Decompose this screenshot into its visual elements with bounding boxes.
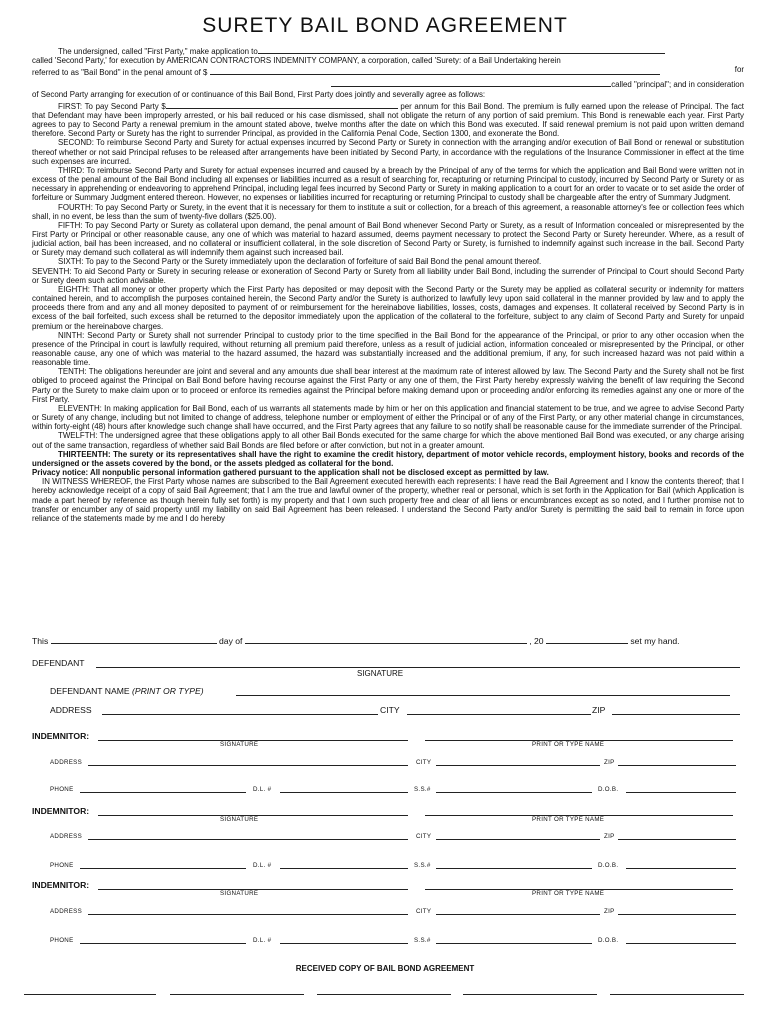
indemnitor-3-phone-label: PHONE [50, 937, 74, 944]
intro-line-1 [32, 44, 744, 56]
indemnitor-3-address-label: ADDRESS [50, 908, 83, 915]
indemnitor-2-address-label: ADDRESS [50, 833, 83, 840]
indemnitor-1-address-label: ADDRESS [50, 759, 83, 766]
year-field[interactable] [546, 634, 628, 644]
second-party-field[interactable] [258, 44, 665, 54]
clause-eighth: EIGHTH: That all money or other property which the First Party has deposited or may deposit with the Second Party or the Surety may be applied as collateral security or indemnity for matters contained herein, and to accomplish the purposes contained herein, the Second Party and/or the Surety is authorized to lawfully levy upon said collateral in the manner provided by law and to apply the proceeds there from and any and all money deposited to payment of or reimbursement for the hereinabove liabilities, losses, costs, damages and expenses. It collateral received by Second Party is in excess of the bail forfeited, such excess shall be returned to the depositor immediately upon the application of the collateral to the forfeiture, subject to any claim of Second Party and Surety for unpaid premium or the hereinabove charges. [32, 284, 744, 331]
defendant-name-row [50, 686, 204, 696]
defendant-signature-field[interactable] [96, 667, 740, 668]
clause-sixth: SIXTH: To pay to the Second Party or the Surety immediately upon the declaration of forfeiture of said Bail Bond the penal amount thereof. [58, 257, 542, 267]
indemnitor-1-dob-label: D.O.B. [598, 786, 619, 793]
defendant-name-label: DEFENDANT NAME [50, 686, 130, 696]
indemnitor-2-address-field[interactable] [88, 839, 408, 840]
indemnitor-3-dl-label: D.L. # [253, 937, 272, 944]
defendant-label: DEFENDANT [32, 658, 85, 668]
clause-fifth: FIFTH: To pay Second Party or Surety as collateral upon demand, the penal amount of Bail Bond whenever Second Party or Surety, as a result of Information concealed or misrepresented by the First Party or Principal or other reasonable cause, any one of which was material to hazard assumed, deems payment necessary to protect the Second Party or Surety hereunder. Where, as a result of judicial action, bail has been increased, and no collateral or insufficient collateral, in the sole discretion of Second Party or Surety, is furnished to indemnify against such increase in the bail. Second Party or Surety may demand such collateral as will indemnify them against such increased bail. [32, 220, 744, 258]
defendant-name-hint: (PRINT OR TYPE) [131, 686, 204, 696]
first-text: per annum for this Bail Bond. The premium is fully earned upon the release of Principal. The fact that Defendant may have been improperly arrested, or his bail reduced or his case dismissed, shall not obligate the return of any portion of said premium. This Bond is renewable each year. First Party agrees to pay to Second Party a renewal premium in the amount stated above, twelve months after the date on which this Bond was executed. If said renewal premium is not paid upon written demand therefore. Second Party or Surety has the right to surrender Principal, as provided in the California Penal Code, Section 1300, and exonerate the Bond. [32, 101, 744, 139]
clause-third: THIRD: To reimburse Second Party and Surety for actual expenses incurred and caused by a breach by the Principal of any of the terms for which the application and Bail Bond were written not in excess of the penal amount of the Bail Bond including all expenses or liabilities incurred as a result of searching for, recapturing or returning Principal to custody, incurred by Second Party or Surety or as necessary in apprehending or endeavoring to apprehend Principal, including legal fees incurred by Second Party or Surety in making application to a court for an order to vacate or to set aside the order of forfeiture or Summary Judgment entered thereon. However, no expenses or liabilities incurred for recapturing or returning Principal to custody shall be chargeable after the entry of Summary Judgment. [32, 165, 744, 203]
indemnitor-1-city-label: CITY [416, 759, 432, 766]
defendant-city-field[interactable] [407, 714, 591, 715]
indemnitor-1-phone-field[interactable] [80, 792, 246, 793]
this-label: This [32, 636, 49, 646]
defendant-zip-label: ZIP [592, 705, 606, 715]
defendant-name-field[interactable] [236, 695, 730, 696]
clause-seventh: SEVENTH: To aid Second Party or Surety in securing release or exoneration of Second Party or Surety from all liability under Bail Bond, including the surrender of Principal to Court should Second Party or Surety deem such action advisable. [32, 266, 744, 285]
indemnitor-3-ss-field[interactable] [436, 943, 592, 944]
clause-thirteenth: THIRTEENTH: The surety or its representatives shall have the right to examine the credit history, department of motor vehicle records, employment history, books and records of the undersigned or the assets covered by the bond, or the assets pledged as collateral for the bond. [32, 449, 744, 468]
clause-first [32, 99, 744, 139]
indemnitor-1-dob-field[interactable] [626, 792, 736, 793]
clause-second: SECOND: To reimburse Second Party and Surety for actual expenses incurred by Second Party or Surety in connection with the arranging and/or execution of Bail Bond or renewal or substitution thereof whether or not said Principal refuses to be released after arrangements have been initiated by Second Party, in accordance with the regulations of the Insurance Commissioner in effect at the time such expenses are incurred. [32, 138, 744, 166]
indemnitor-1-ss-field[interactable] [436, 792, 592, 793]
indemnitor-1-zip-field[interactable] [618, 765, 736, 766]
date-line [32, 634, 680, 646]
intro-text: The undersigned, called "First Party," make application to [58, 47, 258, 56]
indemnitor-1-dl-label: D.L. # [253, 786, 272, 793]
defendant-address-label: ADDRESS [50, 705, 92, 715]
day-of-label: day of [219, 636, 243, 646]
indemnitor-2-dl-label: D.L. # [253, 862, 272, 869]
indemnitor-2-dob-field[interactable] [626, 868, 736, 869]
indemnitor-2-label: INDEMNITOR: [32, 806, 90, 816]
receipt-signature-field-5[interactable] [610, 994, 744, 995]
principal-label: called "principal"; and in consideration [611, 80, 744, 90]
clause-tenth: TENTH: The obligations hereunder are joint and several and any amounts due shall bear interest at the maximum rate of interest allowed by law. The Second Party and the Surety shall not be first obliged to proceed against the Principal on Bail Bond before having recourse against the First Party or any one of them, the First Party hereby expressly waiving the benefit of law requiring the Second Party or the Surety to make claim upon or to proceed or enforce its remedies against the Principal before making demand upon or proceeding and/or enforcing its remedies against any one or more of the First Party. [32, 367, 744, 404]
indemnitor-3-city-label: CITY [416, 908, 432, 915]
receipt-signature-field-3[interactable] [317, 994, 451, 995]
intro-line-3 [32, 65, 744, 77]
defendant-address-field[interactable] [102, 714, 378, 715]
first-label: FIRST: To pay Second Party $ [58, 101, 166, 111]
defendant-city-label: CITY [380, 705, 400, 715]
indemnitor-2-city-label: CITY [416, 833, 432, 840]
month-field[interactable] [245, 634, 527, 644]
agreement-body [32, 44, 744, 523]
indemnitor-1-dl-field[interactable] [280, 792, 408, 793]
intro-line-5: of Second Party arranging for execution of or continuance of this Bail Bond, First Party does jointly and severally agree as follows: [32, 89, 486, 99]
received-copy-heading: RECEIVED COPY OF BAIL BOND AGREEMENT [295, 964, 475, 973]
indemnitor-1-ss-label: S.S.# [414, 786, 431, 793]
indemnitor-2-zip-label: ZIP [604, 833, 615, 840]
intro-line-4 [32, 77, 744, 89]
receipt-signature-field-1[interactable] [24, 994, 156, 995]
indemnitor-3-phone-field[interactable] [80, 943, 246, 944]
indemnitor-2-ss-label: S.S.# [414, 862, 431, 869]
indemnitor-3-ss-label: S.S.# [414, 937, 431, 944]
clause-ninth: NINTH: Second Party or Surety shall not surrender Principal to custody prior to the time specified in the Bail Bond for the appearance of the Principal, or prior to any other occasion when the presence of the Principal in court is lawfully required, without returning all premium paid therefore, unless as a result of judicial action, information concealed or misrepresented by the Principal, or other reasonable cause, any one of which was material to the hazard assumed, the hazard was substantially increased and the additional premium, if any, for such increased hazard was not paid within a reasonable time. [32, 330, 744, 368]
indemnitor-3-label: INDEMNITOR: [32, 880, 90, 890]
year-prefix-label: , 20 [529, 636, 544, 646]
indemnitor-3-city-field[interactable] [436, 914, 600, 915]
intro-line-2: called 'Second Party,' for execution by AMERICAN CONTRACTORS INDEMNITY COMPANY, a corporation, called 'Surety: of a Bail Undertaking herein [32, 56, 561, 66]
set-hand-label: set my hand. [630, 636, 680, 646]
indemnitor-1-zip-label: ZIP [604, 759, 615, 766]
indemnitor-2-signature-caption: SIGNATURE [220, 816, 259, 823]
indemnitor-1-city-field[interactable] [436, 765, 600, 766]
indemnitor-2-dl-field[interactable] [280, 868, 408, 869]
privacy-notice: Privacy notice: All nonpublic personal information gathered pursuant to the application shall not be disclosed except as permitted by law. [32, 468, 549, 478]
indemnitor-2-city-field[interactable] [436, 839, 600, 840]
document-title: SURETY BAIL BOND AGREEMENT [202, 14, 568, 37]
indemnitor-1-address-field[interactable] [88, 765, 408, 766]
indemnitor-3-dob-field[interactable] [626, 943, 736, 944]
indemnitor-1-phone-label: PHONE [50, 786, 74, 793]
for-label: for [734, 65, 744, 75]
indemnitor-2-phone-field[interactable] [80, 868, 246, 869]
indemnitor-3-zip-field[interactable] [618, 914, 736, 915]
day-field[interactable] [51, 634, 217, 644]
indemnitor-1-name-caption: PRINT OR TYPE NAME [532, 741, 605, 748]
indemnitor-3-signature-caption: SIGNATURE [220, 890, 259, 897]
defendant-zip-field[interactable] [612, 714, 740, 715]
penal-amount-label: referred to as "Bail Bond" in the penal amount of $ [32, 68, 208, 78]
indemnitor-3-dl-field[interactable] [280, 943, 408, 944]
defendant-signature-caption: SIGNATURE [357, 669, 404, 678]
penal-amount-field[interactable] [210, 65, 660, 75]
receipt-signature-field-2[interactable] [170, 994, 304, 995]
witness-clause: IN WITNESS WHEREOF, the First Party whose names are subscribed to the Bail Agreement executed herewith each represents: I have read the Bail Agreement and I know the contents thereof; that I hereby acknowledge receipt of a copy of said Bail Agreement; that I am the true and lawful owner of the property, whether real or personal, which is set forth in the Application for Bail (which Application is made a part hereof by reference as though herein fully set forth) is my property and that I own such property free and clear of all liens or encumbrances except as so noted, and I further promise not to transfer or encumber any of said property until my liability on said Bail Agreement has been released. I understand the Second Party and/or Surety is permitting the said bail to remain in force upon reliance of the statements made by me and I do hereby [32, 477, 744, 523]
indemnitor-1-label: INDEMNITOR: [32, 731, 90, 741]
indemnitor-3-name-caption: PRINT OR TYPE NAME [532, 890, 605, 897]
indemnitor-2-zip-field[interactable] [618, 839, 736, 840]
receipt-signature-field-4[interactable] [463, 994, 597, 995]
premium-field[interactable] [166, 99, 398, 109]
indemnitor-2-dob-label: D.O.B. [598, 862, 619, 869]
principal-field[interactable] [331, 77, 611, 87]
indemnitor-3-address-field[interactable] [88, 914, 408, 915]
indemnitor-2-phone-label: PHONE [50, 862, 74, 869]
indemnitor-3-zip-label: ZIP [604, 908, 615, 915]
clause-fourth: FOURTH: To pay Second Party or Surety, in the event that it is necessary for them to institute a suit or collection, for a breach of this agreement, a reasonable attorney's fee or collection fees which shall, in no event, be less than the sum of twenty-five dollars ($25.00). [32, 202, 744, 221]
indemnitor-3-dob-label: D.O.B. [598, 937, 619, 944]
indemnitor-2-ss-field[interactable] [436, 868, 592, 869]
indemnitor-1-signature-caption: SIGNATURE [220, 741, 259, 748]
clause-eleventh: ELEVENTH: In making application for Bail Bond, each of us warrants all statements made by him or her on this application and financial statement to be true, and we agree to advise Second Party or Surety of any change, including but not limited to change of address, telephone number or employment of either the Principal or of any of the First Party, or any other material change in circumstances, within forty-eight (48) hours after knowledge such change shall have occurred, and the First Party agrees that any failure to so notify shall be reasonable cause for the immediate surrender of the Principal. [32, 403, 744, 432]
indemnitor-2-name-caption: PRINT OR TYPE NAME [532, 816, 605, 823]
clause-twelfth: TWELFTH: The undersigned agree that these obligations apply to all other Bail Bonds executed for the same charge for which the above mentioned Bail Bond was executed, or any charge arising out of the same transaction, regardless of whether said Bail Bonds are filed before or after conviction, but not in a greater amount. [32, 431, 744, 450]
